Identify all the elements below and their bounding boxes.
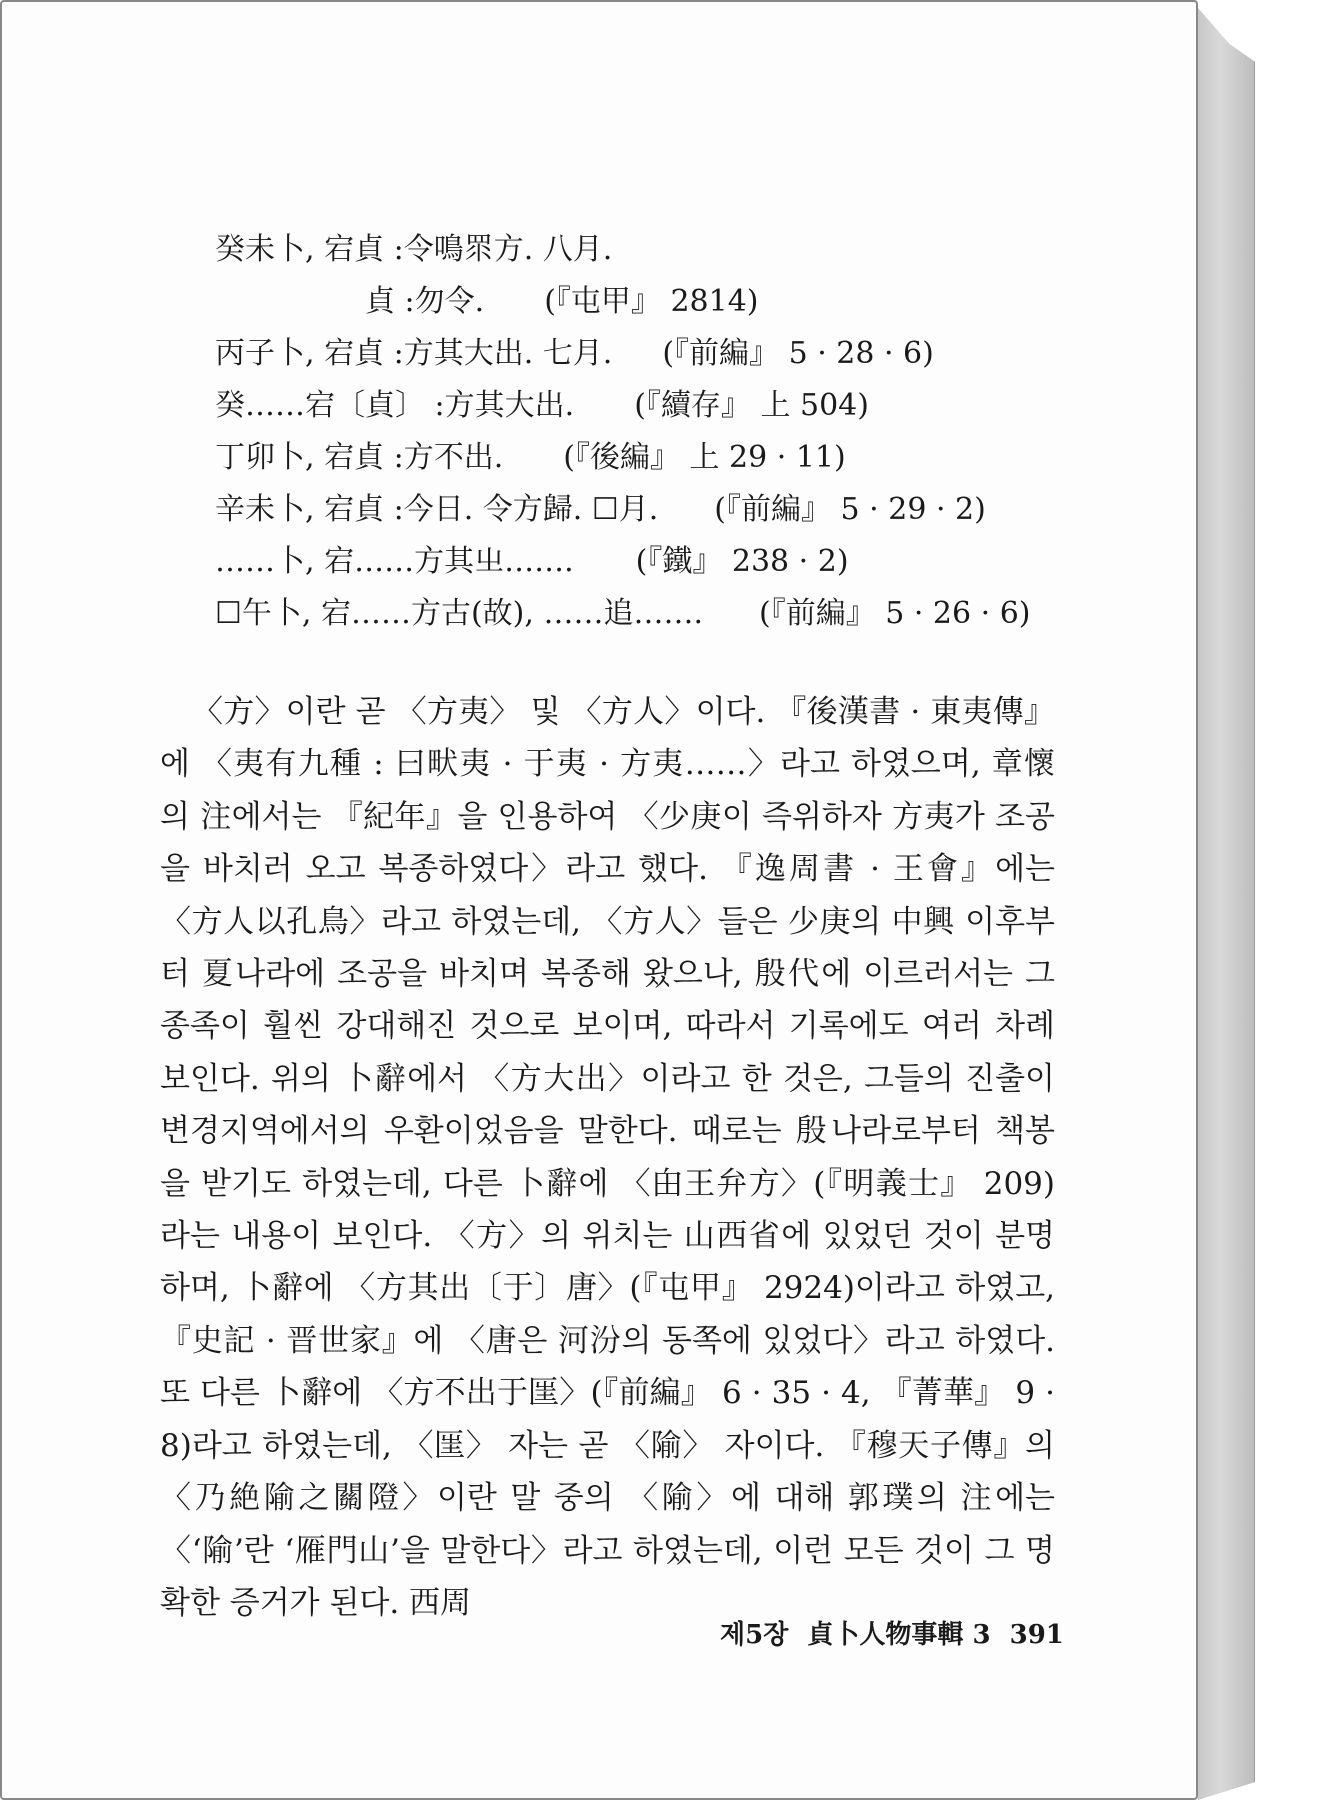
oracle-label: 丙子卜, 宕貞 : bbox=[215, 336, 404, 371]
oracle-source: (『後編』 上 29 · 11) bbox=[563, 440, 846, 475]
oracle-line bbox=[215, 328, 1115, 380]
footer-chapter: 제5장 bbox=[720, 1620, 789, 1650]
oracle-line bbox=[215, 536, 1115, 588]
oracle-line bbox=[215, 588, 1115, 640]
page-footer bbox=[710, 1614, 1064, 1651]
oracle-text: ……方其㞢……. bbox=[354, 544, 574, 579]
oracle-source: (『續存』 上 504) bbox=[634, 388, 869, 423]
oracle-label: 貞 : bbox=[365, 284, 415, 319]
oracle-source: (『前編』 5 · 28 · 6) bbox=[662, 336, 934, 371]
oracle-text: ……方古(故), ……追……. bbox=[350, 596, 703, 631]
oracle-text: 令鳴眔方. 八月. bbox=[403, 232, 613, 267]
oracle-label: 癸未卜, 宕貞 : bbox=[215, 232, 404, 267]
oracle-inscriptions bbox=[215, 224, 1115, 640]
oracle-label: ……卜, 宕 bbox=[215, 544, 355, 579]
page-number: 391 bbox=[1009, 1620, 1064, 1650]
oracle-text: 方其大出. bbox=[444, 388, 575, 423]
paragraph: 〈方〉이란 곧 〈方夷〉 및 〈方人〉이다. 『後漢書 · 東夷傳』에 〈夷有九種 : 曰畎夷 · 于夷 · 方夷……〉라고 하였으며, 章懷의 注에서는 『紀年』을 인용하여 〈少庚이 즉위하자 方夷가 조공을 바치러 오고 복종하였다〉라고 했다. 『逸周書 · 王會』에는 〈方人以孔鳥〉라고 하였는데, 〈方人〉들은 少庚의 中興 이후부터 夏나라에 조공을 바치며 복종해 왔으나, 殷代에 이르러서는 그 종족이 훨씬 강대해진 것으로 보이며, 따라서 기록에도 여러 차례 보인다. 위의 卜辭에서 〈方大出〉이라고 한 것은, 그들의 진출이 변경지역에서의 우환이었음을 말한다. 때로는 殷나라로부터 책봉을 받기도 하였는데, 다른 卜辭에 〈甶王弁方〉(『明義士』 209)라는 내용이 보인다. 〈方〉의 위치는 山西省에 있었던 것이 분명하며, 卜辭에 〈方其出〔于〕唐〉(『屯甲』 2924)이라고 하였고, 『史記 · 晋世家』에 〈唐은 河汾의 동쪽에 있었다〉라고 하였다. 또 다른 卜辭에 〈方不出于匩〉(『前編』 6 · 35 · 4, 『菁華』 9 · 8)라고 하였는데, 〈匩〉 자는 곧 〈隃〉 자이다. 『穆天子傳』의 〈乃絶隃之關隥〉이란 말 중의 〈隃〉에 대해 郭璞의 注에는 〈‘隃’란 ‘雁門山’을 말한다〉라고 하였는데, 이런 모든 것이 그 명확한 증거가 된다. 西周 bbox=[160, 694, 1055, 1621]
oracle-line bbox=[215, 484, 1115, 536]
oracle-text: 勿令. bbox=[414, 284, 485, 319]
oracle-text: 今日. 令方歸. ☐月. bbox=[403, 492, 659, 527]
oracle-line bbox=[215, 380, 1115, 432]
oracle-source: (『屯甲』 2814) bbox=[544, 284, 759, 319]
footer-title: 貞卜人物事輯 3 bbox=[807, 1620, 991, 1650]
oracle-text: 方不出. bbox=[403, 440, 504, 475]
body-text bbox=[160, 686, 1055, 1629]
oracle-text: 方其大出. 七月. bbox=[403, 336, 613, 371]
oracle-source: (『鐵』 238 · 2) bbox=[635, 544, 849, 579]
oracle-source: (『前編』 5 · 29 · 2) bbox=[714, 492, 986, 527]
oracle-label: 辛未卜, 宕貞 : bbox=[215, 492, 404, 527]
oracle-line bbox=[215, 276, 1115, 328]
oracle-line bbox=[215, 432, 1115, 484]
oracle-source: (『前編』 5 · 26 · 6) bbox=[759, 596, 1031, 631]
oracle-line bbox=[215, 224, 1115, 276]
oracle-label: 丁卯卜, 宕貞 : bbox=[215, 440, 404, 475]
oracle-label: ☐午卜, 宕 bbox=[215, 596, 351, 631]
book-spine bbox=[1198, 8, 1255, 1800]
oracle-label: 癸……宕〔貞〕 : bbox=[215, 388, 445, 423]
